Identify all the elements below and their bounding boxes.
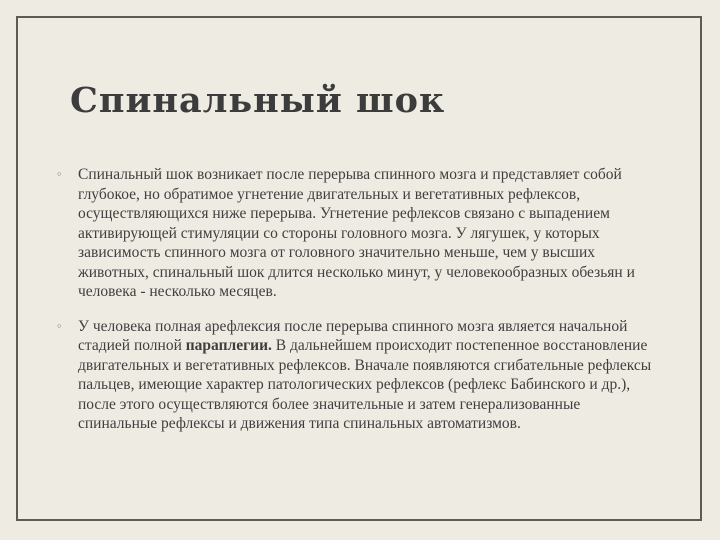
bullet-item-human-areflexia [56, 317, 656, 434]
bullet-text-before: У человека полная арефлексия после перерыва спинного мозга является начальной стадией полной [78, 317, 628, 354]
slide-title: Спинальный шок [70, 80, 446, 121]
circle-bullet-icon: ◦ [56, 319, 63, 333]
bullet-bold-term: параплегии. [185, 337, 272, 354]
bullet-item-spinal-shock-definition [56, 165, 656, 302]
circle-bullet-icon: ◦ [56, 168, 63, 181]
bullet-list [56, 165, 656, 449]
bullet-text-after: В дальнейшем происходит постепенное восстановление двигательных и вегетативных рефлексов. Вначале появляются сгибательные рефлексы пальцев, имеющие характер патологических рефлексов (рефлекс Бабинского и др.), после этого осуществляются более значительные и затем генерализованные спинальные рефлексы и движения типа спинальных автоматизмов. [78, 337, 652, 432]
bullet-text: Спинальный шок возникает после перерыва спинного мозга и представляет собой глубокое, но обратимое угнетение двигательных и вегетативных рефлексов, осуществляющихся ниже перерыва. Угнетение рефлексов связано с выпадением активирующей стимуляции со стороны головного мозга. У лягушек, у которых зависимость спинного мозга от головного значительно меньше, чем у высших животных, спинальный шок длится несколько минут, у человекообразных обезьян и человека - несколько месяцев. [78, 166, 635, 300]
